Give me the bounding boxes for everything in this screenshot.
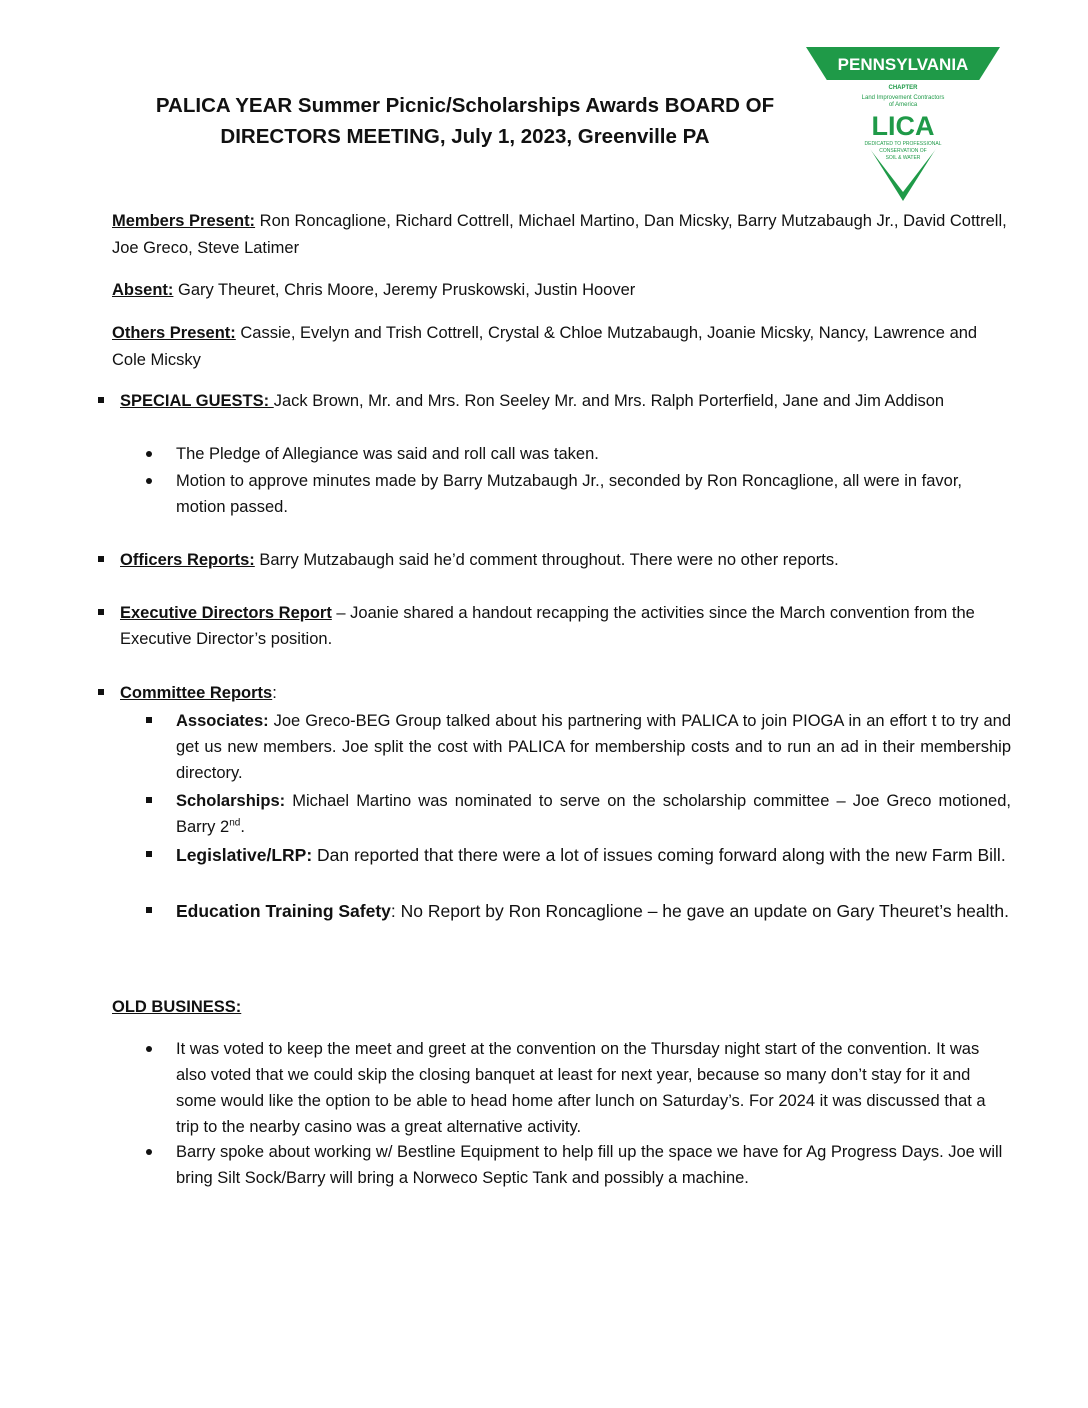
pa-lica-logo [800, 44, 1006, 204]
committee-item-scholarships [176, 788, 1011, 840]
committee-reports [120, 680, 1000, 706]
officers-reports-text: Barry Mutzabaugh said he’d comment throughout. There were no other reports. [254, 551, 839, 569]
executive-directors-report-label: Executive Directors Report [120, 604, 332, 622]
square-bullet-icon [98, 689, 104, 695]
committee-item-education-training-safety [176, 898, 1011, 925]
logo-motto-line-2: CONSERVATION OF [879, 148, 927, 154]
special-guests-text: Jack Brown, Mr. and Mrs. Ron Seeley Mr. and Mrs. Ralph Porterfield, Jane and Jim Addison [273, 392, 945, 410]
committee-item-associates [176, 708, 1011, 786]
square-bullet-icon [146, 797, 152, 803]
committee-item-label: Legislative/LRP: [176, 845, 313, 865]
absent-text: Gary Theuret, Chris Moore, Jeremy Pruskowski, Justin Hoover [173, 281, 636, 299]
logo-acronym: LICA [871, 111, 935, 141]
title-line-2: DIRECTORS MEETING, July 1, 2023, Greenville PA [220, 125, 710, 148]
special-guests-label: SPECIAL GUESTS: [120, 392, 274, 410]
officers-reports-label: Officers Reports: [120, 551, 255, 569]
square-bullet-icon [146, 851, 152, 857]
square-bullet-icon [98, 397, 104, 403]
round-bullet-icon [146, 1149, 152, 1155]
square-bullet-icon [98, 609, 104, 615]
committee-item-text: : No Report by Ron Roncaglione – he gave an update on Gary Theuret’s health. [390, 901, 1009, 921]
list-item: The Pledge of Allegiance was said and roll call was taken. [176, 445, 599, 463]
title-line-1: PALICA YEAR Summer Picnic/Scholarships Awards BOARD OF [155, 94, 775, 117]
absent-label: Absent: [112, 281, 174, 299]
square-bullet-icon [146, 717, 152, 723]
committee-item-text: Joe Greco-BEG Group talked about his partnering with PALICA to join PIOGA in an effort t to try and get us new members. Joe split the cost with PALICA for membership costs and to run an ad in their membership directory. [176, 712, 1011, 782]
committee-item-label: Scholarships: [176, 792, 286, 810]
document-title [120, 90, 810, 152]
others-present-text: Cassie, Evelyn and Trish Cottrell, Crystal & Chloe Mutzabaugh, Joanie Micsky, Nancy, Lawrence and Cole Micsky [112, 324, 978, 369]
round-bullet-icon [146, 1046, 152, 1052]
round-bullet-icon [146, 451, 152, 457]
list-item: It was voted to keep the meet and greet at the convention on the Thursday night start of the convention. It was also voted that we could skip the closing banquet at least for next year, because so many don’t stay for it and some would like the option to be able to head home after lunch on Saturday’s. For 2024 it was discussed that a trip to the nearby casino was a great alternative activity. [176, 1040, 986, 1136]
committee-item-text: Dan reported that there were a lot of issues coming forward along with the new Farm Bill. [312, 845, 1006, 865]
logo-state: PENNSYLVANIA [837, 55, 969, 74]
committee-reports-colon: : [272, 684, 277, 702]
list-item: Barry spoke about working w/ Bestline Equipment to help fill up the space we have for Ag Progress Days. Joe will bring Silt Sock/Barry will bring a Norweco Septic Tank and possibly a machine. [176, 1143, 1003, 1187]
others-present-label: Others Present: [112, 324, 236, 342]
members-present [112, 208, 1012, 262]
old-business-label: OLD BUSINESS: [112, 998, 242, 1016]
committee-reports-label: Committee Reports [120, 684, 273, 702]
members-present-text: Ron Roncaglione, Richard Cottrell, Michael Martino, Dan Micsky, Barry Mutzabaugh Jr., David Cottrell, Joe Greco, Steve Latimer [112, 212, 1007, 257]
square-bullet-icon [146, 907, 152, 913]
committee-item-legislative [176, 842, 1011, 869]
committee-item-text: Michael Martino was nominated to serve on the scholarship committee – Joe Greco motioned, Barry 2 [176, 792, 1011, 836]
officers-reports [120, 547, 1020, 573]
logo-chapter: CHAPTER [888, 85, 918, 91]
executive-directors-report [120, 600, 1000, 652]
special-guests [120, 388, 1020, 414]
executive-directors-report-text: – Joanie shared a handout recapping the activities since the March convention from the Executive Director’s position. [120, 604, 975, 648]
list-item: Motion to approve minutes made by Barry Mutzabaugh Jr., seconded by Ron Roncaglione, all were in favor, motion passed. [176, 472, 963, 516]
ordinal-superscript: nd [229, 817, 241, 829]
absent [112, 277, 1012, 304]
logo-motto-line-3: SOIL & WATER [885, 155, 921, 161]
committee-item-label: Associates: [176, 712, 269, 730]
square-bullet-icon [98, 556, 104, 562]
logo-org-line-1: Land Improvement Contractors [861, 95, 945, 101]
committee-item-label: Education Training Safety [176, 901, 391, 921]
others-present [112, 320, 1012, 374]
old-business-heading [112, 994, 712, 1020]
logo-org-line-2: of America [888, 102, 918, 108]
round-bullet-icon [146, 478, 152, 484]
committee-item-text-end: . [240, 818, 245, 836]
members-present-label: Members Present: [112, 212, 256, 230]
logo-motto-line-1: DEDICATED TO PROFESSIONAL [864, 141, 942, 147]
